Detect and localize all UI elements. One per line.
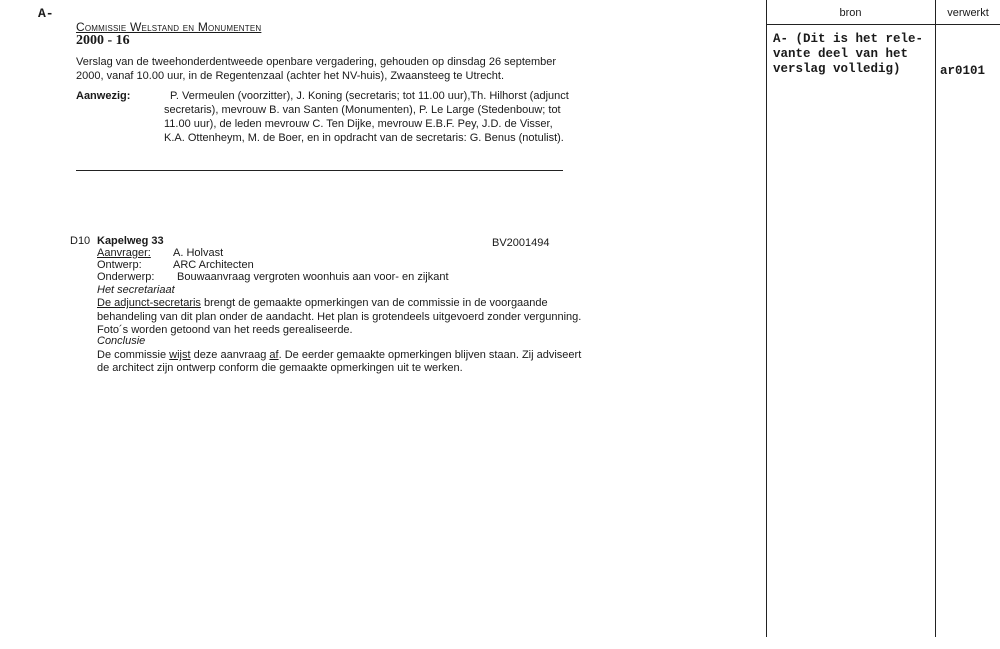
source-note-line: A- (Dit is het rele- [773, 32, 924, 46]
conclusion-verb-particle: af [269, 349, 279, 361]
conclusion-verb: wijst [169, 349, 191, 361]
intro-line-1: Verslag van de tweehonderdentweede openbare vergadering, gehouden op dinsdag 26 september [76, 56, 557, 68]
applicant-value: A. Holvast [173, 247, 224, 259]
attendance-line: 11.00 uur), de leden mevrouw C. Ten Dijke, mevrouw E.B.F. Pey, J.D. de Visser, [164, 118, 553, 130]
conclusion-text: . De eerder gemaakte opmerkingen blijven staan. Zij adviseert [278, 349, 582, 361]
design-label: Ontwerp: [97, 259, 142, 271]
header-separator [76, 170, 563, 171]
conclusion-text: De commissie [97, 349, 170, 361]
column-header-processed: verwerkt [947, 7, 989, 19]
item-address: Kapelweg 33 [97, 235, 164, 247]
conclusion-line-1 [97, 348, 581, 362]
column-header-source: bron [839, 7, 862, 19]
conclusion-text: deze aanvraag [190, 349, 270, 361]
secretariat-text: brengt de gemaakte opmerkingen van de commissie in de voorgaande [200, 297, 548, 309]
processed-code: ar0101 [940, 64, 986, 78]
table-column-divider [935, 0, 936, 637]
source-note-line: verslag volledig) [773, 62, 901, 76]
subject-value: Bouwaanvraag vergroten woonhuis aan voor- en zijkant [177, 271, 449, 283]
commission-title: Commissie Welstand en Monumenten [76, 20, 262, 34]
secretariat-underlined: De adjunct-secretaris [97, 297, 201, 309]
table-header-rule [766, 24, 1000, 25]
conclusion-heading: Conclusie [97, 335, 146, 347]
intro-line-2: 2000, vanaf 10.00 uur, in de Regentenzaal (achter het NV-huis), Zwaansteeg te Utrecht. [76, 70, 505, 82]
secretariat-heading: Het secretariaat [97, 284, 175, 296]
attendance-label: Aanwezig: [76, 90, 131, 102]
document-number: 2000 - 16 [76, 33, 130, 48]
conclusion-line-2: de architect zijn ontwerp conform die gemaakte opmerkingen uit te werken. [97, 362, 463, 374]
attendance-line: secretaris), mevrouw B. van Santen (Monumenten), P. Le Large (Stedenbouw; tot [164, 104, 561, 116]
secretariat-line: Foto´s worden getoond van het reeds gerealiseerde. [97, 324, 353, 336]
applicant-label: Aanvrager: [97, 247, 151, 259]
design-value: ARC Architecten [173, 259, 254, 271]
margin-mark: A- [38, 6, 54, 21]
secretariat-line [97, 296, 548, 310]
subject-label: Onderwerp: [97, 271, 155, 283]
source-note-line: vante deel van het [773, 47, 909, 61]
item-reference: BV2001494 [492, 237, 550, 249]
table-border-left [766, 0, 767, 637]
secretariat-line: behandeling van dit plan onder de aandacht. Het plan is grotendeels uitgevoerd zonder vergunning. [97, 311, 582, 323]
attendance-line: P. Vermeulen (voorzitter), J. Koning (secretaris; tot 11.00 uur),Th. Hilhorst (adjunct [170, 90, 569, 102]
item-code: D10 [70, 235, 91, 247]
attendance-line: K.A. Ottenheym, M. de Boer, en in opdracht van de secretaris: G. Benus (notulist). [164, 132, 564, 144]
source-note [773, 32, 923, 77]
